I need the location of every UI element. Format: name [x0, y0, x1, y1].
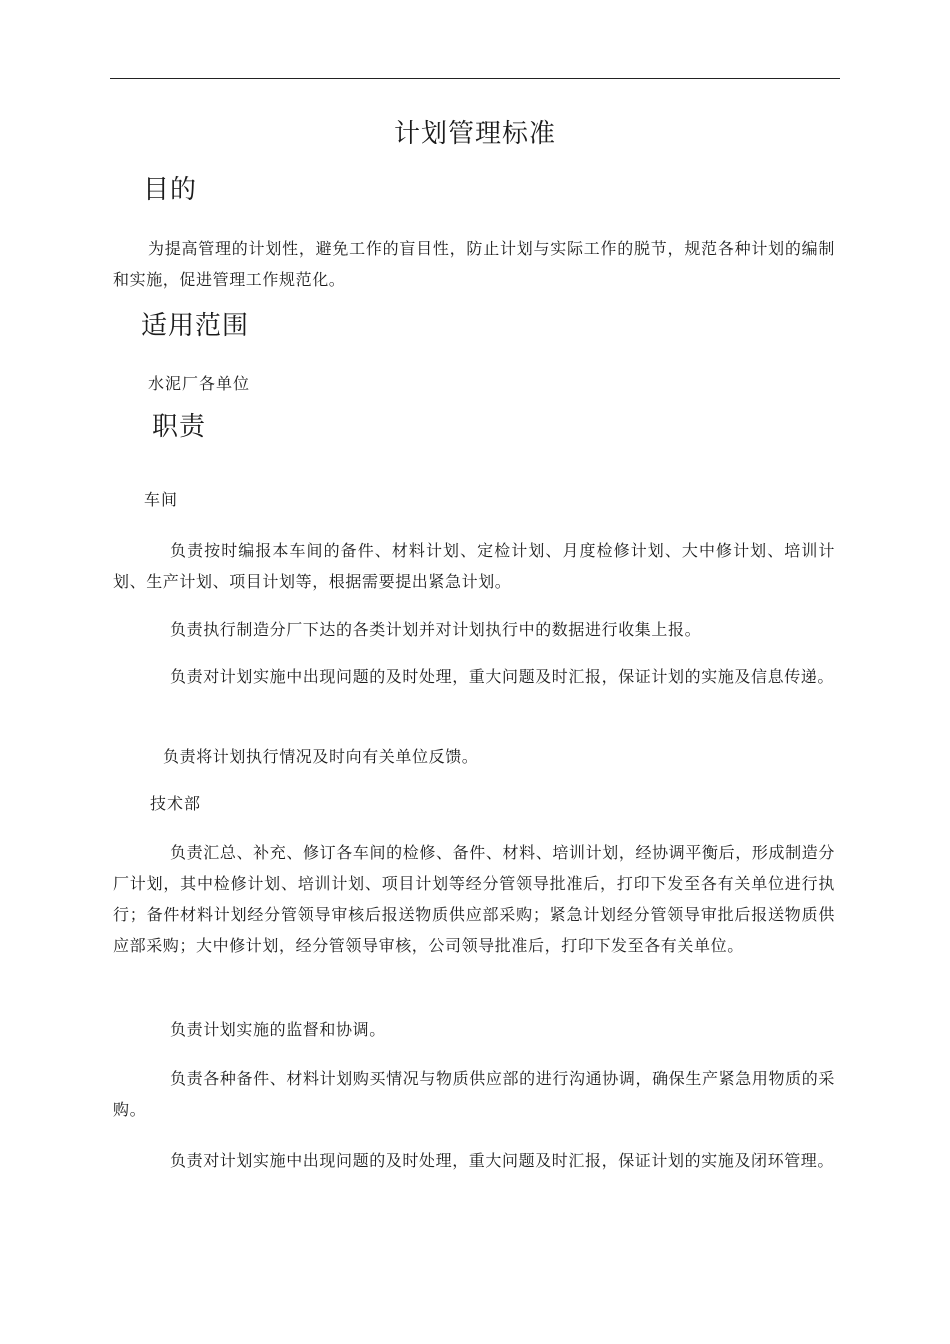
- document-title: 计划管理标准: [393, 119, 556, 149]
- workshop-duty-1: 负责按时编报本车间的备件、材料计划、定检计划、月度检修计划、大中修计划、培训计划、生产计划、项目计划等，根据需要提出紧急计划。: [113, 541, 835, 591]
- section-heading-purpose: 目的: [143, 175, 198, 205]
- workshop-duty-3: 负责对计划实施中出现问题的及时处理，重大问题及时汇报，保证计划的实施及信息传递。: [170, 667, 835, 686]
- section-heading-scope: 适用范围: [141, 311, 250, 341]
- workshop-duty-2: 负责执行制造分厂下达的各类计划并对计划执行中的数据进行收集上报。: [170, 620, 702, 639]
- tech-dept-duty-1: 负责汇总、补充、修订各车间的检修、备件、材料、培训计划，经协调平衡后，形成制造分厂计划，其中检修计划、培训计划、项目计划等经分管领导批准后，打印下发至各有关单位进行执行；备件材料计划经分管领导审核后报送物质供应部采购；紧急计划经分管领导审批后报送物质供应部采购；大中修计划，经分管领导审核，公司领导批准后，打印下发至各有关单位。: [113, 843, 835, 955]
- workshop-duty-4: 负责将计划执行情况及时向有关单位反馈。: [163, 747, 479, 766]
- tech-dept-duty-2: 负责计划实施的监督和协调。: [170, 1020, 386, 1039]
- purpose-paragraph: 为提高管理的计划性，避免工作的盲目性，防止计划与实际工作的脱节，规范各种计划的编制和实施，促进管理工作规范化。: [113, 239, 835, 289]
- subsection-heading-tech-dept: 技术部: [150, 794, 202, 813]
- scope-text: 水泥厂各单位: [148, 374, 251, 393]
- tech-dept-duty-3: 负责各种备件、材料计划购买情况与物质供应部的进行沟通协调，确保生产紧急用物质的采购。: [113, 1069, 835, 1119]
- section-heading-duties: 职责: [152, 412, 207, 442]
- subsection-heading-workshop: 车间: [144, 490, 179, 509]
- header-rule: [110, 78, 840, 79]
- tech-dept-duty-4: 负责对计划实施中出现问题的及时处理，重大问题及时汇报，保证计划的实施及闭环管理。: [170, 1151, 835, 1170]
